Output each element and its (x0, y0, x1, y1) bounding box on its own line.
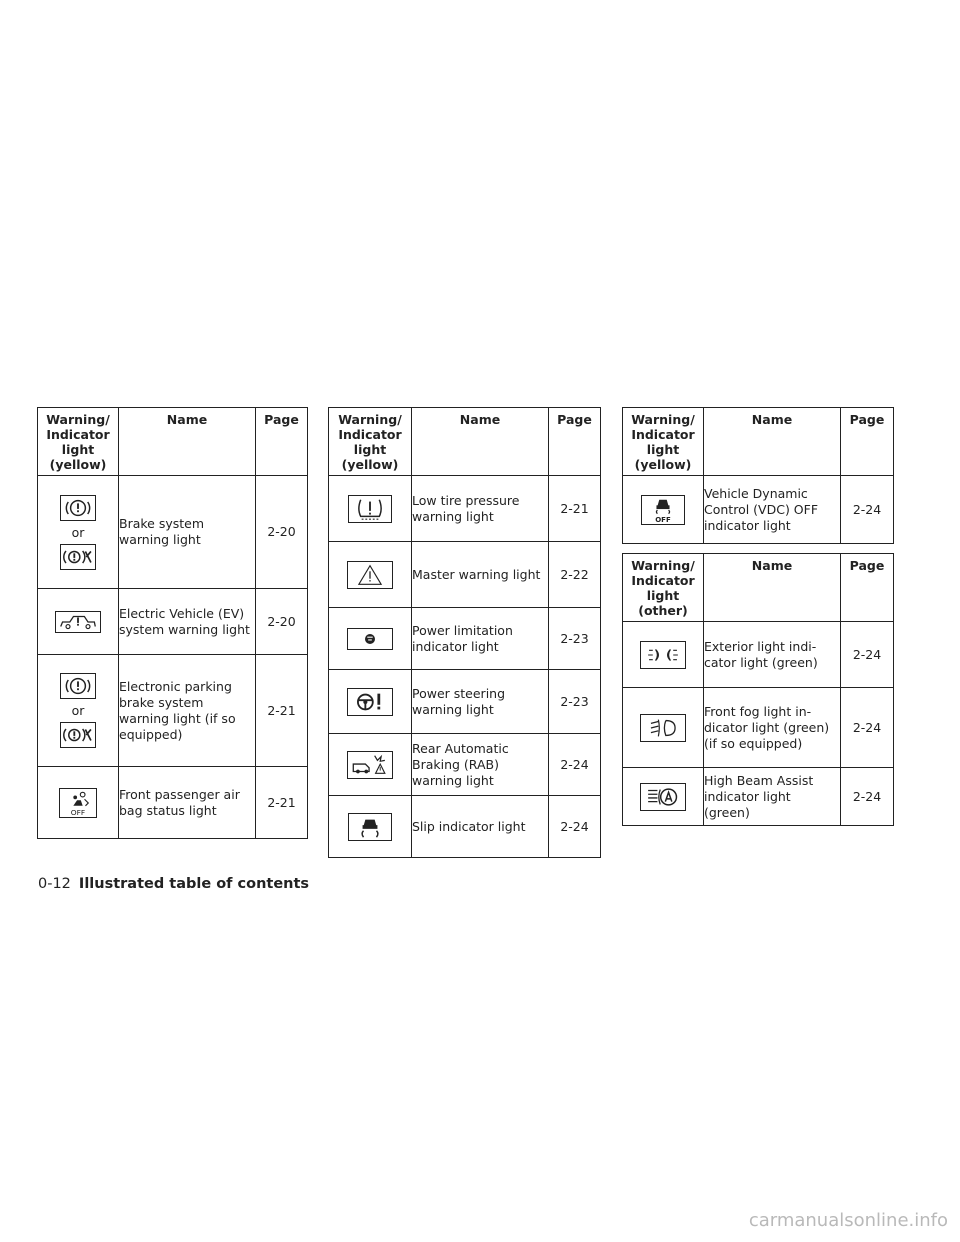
header-page: Page (841, 554, 894, 622)
icon-cell (38, 655, 119, 767)
name-cell: Electric Vehicle (EV) system warning light (119, 589, 256, 655)
icon-cell (329, 608, 412, 670)
brake-service-icon (60, 544, 96, 570)
page-cell: 2-22 (549, 542, 601, 608)
page-cell: 2-20 (256, 589, 308, 655)
warning-table-2 (328, 407, 601, 858)
indicator-table-other (622, 553, 894, 826)
watermark: carmanualsonline.info (748, 1210, 948, 1231)
page-cell: 2-24 (841, 622, 894, 688)
exterior-light-icon (640, 641, 686, 669)
page-cell: 2-24 (549, 796, 601, 858)
page-cell: 2-20 (256, 476, 308, 589)
power-steering-icon (347, 688, 393, 716)
table-row (329, 608, 601, 670)
name-cell: Power steering warning light (412, 670, 549, 734)
vdc-off-text: OFF (655, 515, 671, 524)
name-cell: Front passenger air bag status light (119, 767, 256, 839)
page-cell: 2-24 (841, 688, 894, 768)
page-footer (38, 876, 309, 892)
table-row (329, 476, 601, 542)
page-cell: 2-24 (841, 768, 894, 826)
brake-warning-icon (60, 495, 96, 521)
page-cell: 2-21 (549, 476, 601, 542)
airbag-off-icon (59, 788, 97, 818)
name-cell: Vehicle Dynamic Control (VDC) OFF indicator light (704, 476, 841, 544)
name-cell: Slip indicator light (412, 796, 549, 858)
icon-cell (623, 688, 704, 768)
table-row (38, 589, 308, 655)
master-warning-icon (347, 561, 393, 589)
table-row (623, 622, 894, 688)
or-label: or (71, 703, 85, 718)
name-cell: Front fog light in- dicator light (green) (if so equipped) (704, 688, 841, 768)
airbag-off-text: OFF (70, 807, 86, 817)
warning-table-3 (622, 407, 894, 544)
header-indicator: Warning/ Indicator light (other) (623, 554, 704, 622)
icon-cell (329, 542, 412, 608)
icon-cell (38, 589, 119, 655)
header-indicator: Warning/ Indicator light (yellow) (623, 408, 704, 476)
table-row (329, 670, 601, 734)
header-name: Name (704, 408, 841, 476)
vdc-off-icon (641, 495, 685, 525)
header-indicator: Warning/ Indicator light (yellow) (329, 408, 412, 476)
table-row (38, 655, 308, 767)
table-row (38, 476, 308, 589)
header-name: Name (119, 408, 256, 476)
name-cell: High Beam Assist indicator light (green) (704, 768, 841, 826)
table-row (38, 767, 308, 839)
section-title: Illustrated table of contents (78, 876, 310, 892)
table-row (623, 768, 894, 826)
table-row (623, 688, 894, 768)
high-beam-assist-icon (640, 783, 686, 811)
brake-service-icon (60, 722, 96, 748)
name-cell: Rear Automatic Braking (RAB) warning light (412, 734, 549, 796)
table-row (329, 542, 601, 608)
icon-cell (329, 670, 412, 734)
page-cell: 2-23 (549, 608, 601, 670)
name-cell: Power limitation indicator light (412, 608, 549, 670)
table-row (329, 734, 601, 796)
warning-table-1 (37, 407, 308, 839)
rear-automatic-braking-icon (347, 751, 393, 779)
name-cell: Exterior light indi- cator light (green) (704, 622, 841, 688)
or-label: or (71, 524, 85, 540)
page-cell: 2-21 (256, 767, 308, 839)
icon-cell (623, 622, 704, 688)
table-row (329, 796, 601, 858)
name-cell: Master warning light (412, 542, 549, 608)
name-cell: Low tire pressure warning light (412, 476, 549, 542)
icon-cell (623, 768, 704, 826)
header-indicator: Warning/ Indicator light (yellow) (38, 408, 119, 476)
page-cell: 2-24 (549, 734, 601, 796)
name-cell: Brake system warning light (119, 476, 256, 589)
power-limitation-icon (347, 628, 393, 650)
brake-warning-icon (60, 673, 96, 699)
header-name: Name (412, 408, 549, 476)
tire-pressure-icon (348, 495, 392, 523)
page-cell: 2-21 (256, 655, 308, 767)
table-row (623, 476, 894, 544)
icon-cell (38, 767, 119, 839)
icon-cell (329, 476, 412, 542)
icon-cell (329, 796, 412, 858)
front-fog-light-icon (640, 714, 686, 742)
header-page: Page (256, 408, 308, 476)
header-page: Page (841, 408, 894, 476)
page-cell: 2-23 (549, 670, 601, 734)
name-cell: Electronic parking brake system warning light (if so equipped) (119, 655, 256, 767)
header-page: Page (549, 408, 601, 476)
icon-cell (329, 734, 412, 796)
icon-cell (623, 476, 704, 544)
header-name: Name (704, 554, 841, 622)
ev-system-icon (55, 611, 101, 633)
page-number: 0-12 (38, 876, 71, 892)
slip-icon (348, 813, 392, 841)
icon-cell (38, 476, 119, 589)
page-cell: 2-24 (841, 476, 894, 544)
